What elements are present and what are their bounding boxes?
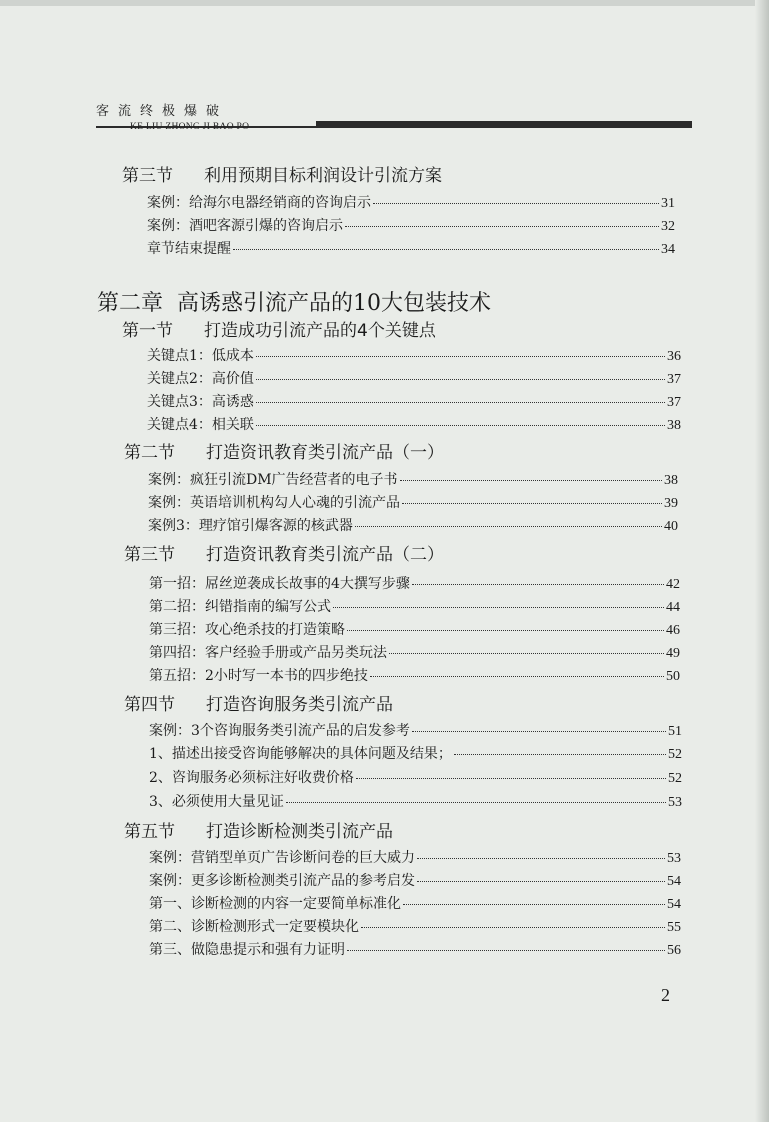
dot-leader <box>454 754 666 755</box>
chapter-heading <box>97 286 491 317</box>
entry-label: 关键点3：高诱惑 <box>147 394 254 410</box>
dot-leader <box>256 356 665 357</box>
toc-entry[interactable] <box>147 392 681 413</box>
toc-entry[interactable] <box>149 643 680 664</box>
entry-page: 31 <box>661 196 675 211</box>
entry-label: 案例3：理疗馆引爆客源的核武器 <box>148 518 353 534</box>
entry-page: 54 <box>667 874 681 889</box>
entry-page: 38 <box>664 473 678 488</box>
dot-leader <box>256 425 665 426</box>
toc-entry[interactable] <box>149 940 681 961</box>
entry-label: 第二招：纠错指南的编写公式 <box>149 599 331 615</box>
entry-page: 32 <box>661 219 675 234</box>
section-heading <box>122 320 436 342</box>
entry-page: 38 <box>667 418 681 433</box>
section-title: 打造成功引流产品的4个关键点 <box>204 321 436 341</box>
page-number: 2 <box>661 985 670 1005</box>
entry-label: 第四招：客户经验手册或产品另类玩法 <box>149 645 387 661</box>
header-pinyin: KE LIU ZHONG JI BAO PO <box>130 122 250 132</box>
toc-entry[interactable] <box>149 871 681 892</box>
section-title: 打造资讯教育类引流产品（二） <box>206 545 444 565</box>
entry-page: 46 <box>666 623 680 638</box>
dot-leader <box>347 630 664 631</box>
entry-label: 2、咨询服务必须标注好收费价格 <box>149 770 354 786</box>
entry-label: 关键点1：低成本 <box>147 348 254 364</box>
section-heading <box>124 544 444 566</box>
entry-page: 37 <box>667 372 681 387</box>
dot-leader <box>402 503 662 504</box>
dot-leader <box>373 203 659 204</box>
entry-page: 37 <box>667 395 681 410</box>
entry-label: 第二、诊断检测形式一定要模块化 <box>149 919 359 935</box>
toc-entry[interactable] <box>147 193 675 214</box>
entry-label: 第三、做隐患提示和强有力证明 <box>149 942 345 958</box>
section-number: 第三节 <box>124 545 175 565</box>
entry-page: 52 <box>668 771 682 786</box>
toc-entry[interactable] <box>148 493 678 514</box>
section-heading <box>124 821 393 843</box>
toc-entry[interactable] <box>149 666 680 687</box>
toc-entry[interactable] <box>149 721 682 742</box>
entry-label: 第一招：屌丝逆袭成长故事的4大撰写步骤 <box>149 576 410 592</box>
section-number: 第一节 <box>122 321 173 341</box>
entry-label: 3、必须使用大量见证 <box>149 794 284 810</box>
dot-leader <box>286 802 666 803</box>
toc-entry[interactable] <box>149 848 681 869</box>
entry-page: 51 <box>668 724 682 739</box>
section-title: 打造咨询服务类引流产品 <box>206 695 393 715</box>
dot-leader <box>345 226 659 227</box>
section-title: 打造资讯教育类引流产品（一） <box>206 443 444 463</box>
dot-leader <box>389 653 664 654</box>
entry-page: 50 <box>666 669 680 684</box>
dot-leader <box>400 480 662 481</box>
dot-leader <box>403 904 665 905</box>
toc-entry[interactable] <box>149 597 680 618</box>
dot-leader <box>417 881 665 882</box>
dot-leader <box>356 778 666 779</box>
toc-entry[interactable] <box>149 574 680 595</box>
entry-page: 36 <box>667 349 681 364</box>
entry-page: 40 <box>664 519 678 534</box>
entry-label: 章节结束提醒 <box>147 241 231 257</box>
chapter-number: 第二章 <box>97 291 164 316</box>
toc-entry[interactable] <box>149 744 682 765</box>
section-number: 第三节 <box>122 166 173 186</box>
toc-entry[interactable] <box>149 894 681 915</box>
section-number: 第四节 <box>124 695 175 715</box>
entry-page: 54 <box>667 897 681 912</box>
dot-leader <box>370 676 664 677</box>
dot-leader <box>347 950 665 951</box>
entry-page: 34 <box>661 242 675 257</box>
section-heading <box>124 694 393 716</box>
entry-page: 44 <box>666 600 680 615</box>
section-title: 利用预期目标利润设计引流方案 <box>204 166 442 186</box>
entry-page: 52 <box>668 747 682 762</box>
dot-leader <box>233 249 659 250</box>
running-header <box>96 100 696 132</box>
dot-leader <box>412 731 666 732</box>
entry-label: 案例：营销型单页广告诊断问卷的巨大威力 <box>149 850 415 866</box>
dot-leader <box>355 526 662 527</box>
entry-label: 案例：酒吧客源引爆的咨询启示 <box>147 218 343 234</box>
toc-entry[interactable] <box>149 768 682 789</box>
entry-label: 关键点4：相关联 <box>147 417 254 433</box>
entry-page: 53 <box>667 851 681 866</box>
entry-page: 49 <box>666 646 680 661</box>
entry-label: 1、描述出接受咨询能够解决的具体问题及结果； <box>149 746 452 762</box>
page-right-edge <box>755 0 769 1122</box>
entry-label: 案例：给海尔电器经销商的咨询启示 <box>147 195 371 211</box>
entry-label: 案例：疯狂引流DM广告经营者的电子书 <box>148 472 398 488</box>
toc-entry[interactable] <box>148 516 678 537</box>
entry-page: 39 <box>664 496 678 511</box>
page-top-edge <box>0 0 769 6</box>
toc-entry[interactable] <box>149 792 682 813</box>
toc-entry[interactable] <box>147 415 681 436</box>
entry-label: 案例：更多诊断检测类引流产品的参考启发 <box>149 873 415 889</box>
entry-page: 55 <box>667 920 681 935</box>
dot-leader <box>256 402 665 403</box>
section-heading <box>124 442 444 464</box>
entry-label: 案例：英语培训机构勾人心魂的引流产品 <box>148 495 400 511</box>
entry-page: 56 <box>667 943 681 958</box>
entry-label: 第一、诊断检测的内容一定要简单标准化 <box>149 896 401 912</box>
entry-label: 第五招：2小时写一本书的四步绝技 <box>149 668 368 684</box>
header-title: 客流终极爆破 <box>96 104 229 119</box>
dot-leader <box>361 927 665 928</box>
toc-entry[interactable] <box>147 239 675 260</box>
entry-label: 案例：3个咨询服务类引流产品的启发参考 <box>149 723 410 739</box>
chapter-title: 高诱惑引流产品的10大包装技术 <box>177 291 492 316</box>
entry-label: 第三招：攻心绝杀技的打造策略 <box>149 622 345 638</box>
entry-label: 关键点2：高价值 <box>147 371 254 387</box>
section-title: 打造诊断检测类引流产品 <box>206 822 393 842</box>
section-number: 第五节 <box>124 822 175 842</box>
section-number: 第二节 <box>124 443 175 463</box>
dot-leader <box>256 379 665 380</box>
toc-entry[interactable] <box>147 369 681 390</box>
toc-entry[interactable] <box>147 216 675 237</box>
dot-leader <box>417 858 665 859</box>
toc-entry[interactable] <box>149 620 680 641</box>
entry-page: 42 <box>666 577 680 592</box>
entry-page: 53 <box>668 795 682 810</box>
dot-leader <box>333 607 664 608</box>
toc-entry[interactable] <box>148 470 678 491</box>
toc-entry[interactable] <box>147 346 681 367</box>
section-heading <box>122 165 442 187</box>
toc-entry[interactable] <box>149 917 681 938</box>
dot-leader <box>412 584 664 585</box>
